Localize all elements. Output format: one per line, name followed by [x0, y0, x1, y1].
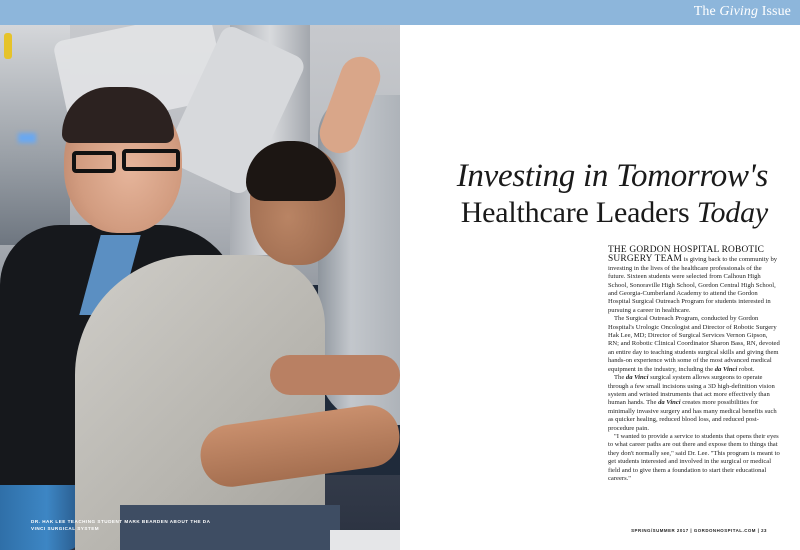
issue-header-bar — [0, 0, 800, 25]
article-text: creates more possibilities for minimally invasive surgery and has many medical benefits such as quicker healing, reduced blood loss, and reduced post-procedure pain. — [608, 399, 777, 432]
photo-glasses — [72, 151, 116, 173]
issue-label-prefix: The — [693, 4, 720, 19]
headline-line-2-emphasis: Today — [696, 196, 768, 229]
headline-line-1: Investing in Tomorrow's — [456, 158, 768, 194]
article-text: robot. — [737, 365, 755, 373]
article-emphasis: da Vinci — [625, 374, 649, 382]
article-paragraph — [608, 374, 780, 433]
article-emphasis: da Vinci — [658, 399, 681, 407]
photo-caption: DR. HAK LEE TEACHING STUDENT MARK BEARDEN ABOUT THE DA VINCI SURGICAL SYSTEM — [31, 519, 211, 531]
article-text: is giving back to the community by investing in the lives of the healthcare professionals of the future. Sixteen students were selected from Calhoun High School, Sonoraville High School, Gordon Central High School, and Georgia-Cumberland Academy to attend the Gordon Hospital Surgical Outreach Program for students interested in pursuing a career in healthcare. — [608, 256, 778, 314]
photo-student-forearm — [270, 355, 400, 395]
page-folio: SPRING/SUMMER 2017 | GORDONHOSPITAL.COM | 23 — [631, 528, 767, 533]
article-lead-in: THE GORDON HOSPITAL ROBOTIC SURGERY TEAM — [608, 245, 765, 265]
photo-detail — [4, 33, 12, 59]
article-headline — [457, 157, 768, 231]
issue-label — [694, 4, 791, 20]
feature-photo — [0, 25, 400, 550]
article-paragraph — [608, 315, 780, 374]
issue-label-suffix: Issue — [758, 4, 791, 19]
photo-glasses — [122, 149, 180, 171]
photo-detail — [330, 530, 400, 550]
headline-line-2 — [457, 195, 768, 231]
article-paragraph — [608, 246, 780, 315]
article-emphasis: da Vinci — [714, 365, 738, 373]
article-text: The — [614, 374, 626, 382]
photo-detail — [18, 133, 36, 143]
issue-label-emphasis: Giving — [719, 4, 759, 19]
article-body — [608, 246, 780, 483]
headline-line-2-main: Healthcare Leaders — [460, 196, 697, 229]
article-text: surgical system allows surgeons to operate through a few small incisions using a 3D high-definition vision system and wristed instruments that act more effectively than human hands. The — [608, 374, 775, 407]
article-paragraph: "I wanted to provide a service to students that opens their eyes to what career paths are out there and expose them to things that they don't normally see," said Dr. Lee. "This program is meant to get students interested and involved in the surgical or medical field and to give them a foundation to start their educational careers." — [608, 432, 780, 482]
article-text: The Surgical Outreach Program, conducted by Gordon Hospital's Urologic Oncologist and Director of Robotic Surgery Hak Lee, MD; Director of Surgical Services Vernon Gipson, RN; and Robotic Clinical Coordinator Sharon Bass, RN, devoted an entire day to teaching students surgical skills and giving them hands-on experience with some of the most advanced medical equipment in the industry, including the — [608, 315, 780, 373]
